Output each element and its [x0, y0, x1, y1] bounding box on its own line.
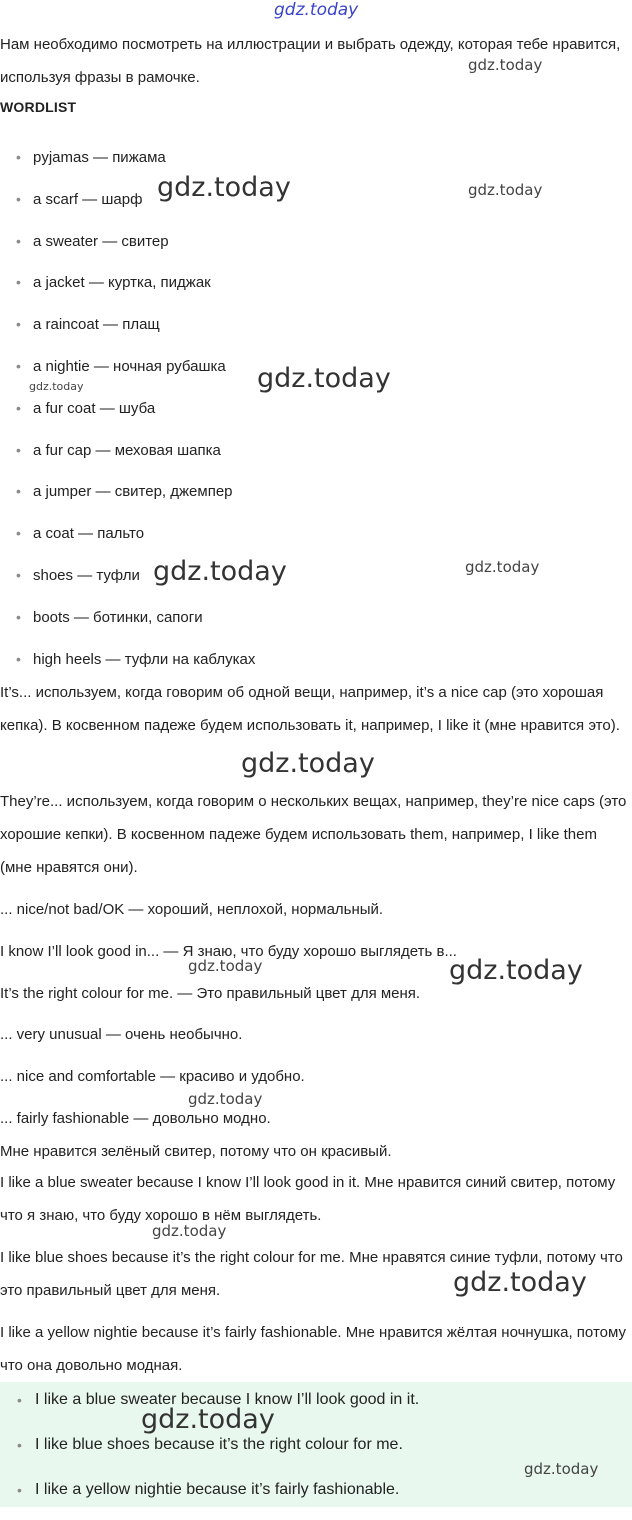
- bullet-icon: •: [16, 274, 21, 291]
- example-yellow-nightie: I like a yellow nightie because it’s fairly fashionable. Мне нравится жёлтая ночнушка, потому что она довольно модная.: [0, 1324, 626, 1374]
- wordlist-item-text: a coat — пальто: [33, 525, 145, 543]
- watermark: gdz.today: [274, 0, 359, 20]
- bullet-icon: •: [16, 441, 21, 458]
- watermark: gdz.today: [257, 363, 391, 394]
- wordlist-item: [0, 513, 255, 555]
- answer-text: I like a blue sweater because I know I’ll look good in it.: [35, 1391, 420, 1408]
- phrase-unusual: ... very unusual — очень необычно.: [0, 1026, 243, 1043]
- watermark: gdz.today: [241, 748, 375, 779]
- wordlist-item: [0, 388, 255, 430]
- watermark: gdz.today: [468, 56, 543, 74]
- wordlist-item-text: high heels — туфли на каблуках: [33, 650, 256, 668]
- bullet-icon: •: [17, 1482, 22, 1498]
- answer-item: [0, 1475, 632, 1520]
- answer-text: I like a yellow nightie because it’s fairly fashionable.: [35, 1481, 400, 1498]
- bullet-icon: •: [16, 232, 21, 249]
- bullet-icon: •: [16, 399, 21, 416]
- wordlist-item: [0, 639, 255, 681]
- example-blue-sweater: I like a blue sweater because I know I’ll look good in it. Мне нравится синий свитер, потому что я знаю, что буду хорошо в нём выглядеть.: [0, 1174, 616, 1224]
- phrase-nice: ... nice/not bad/OK — хороший, неплохой, нормальный.: [0, 901, 384, 918]
- wordlist-item-text: a jumper — свитер, джемпер: [33, 483, 233, 501]
- wordlist-item: [0, 597, 255, 639]
- bullet-icon: •: [16, 566, 21, 583]
- wordlist-item-text: pyjamas — пижама: [33, 149, 166, 166]
- phrase-fashionable: ... fairly fashionable — довольно модно.: [0, 1110, 271, 1127]
- wordlist-item: [0, 471, 255, 513]
- watermark: gdz.today: [453, 1267, 587, 1298]
- watermark: gdz.today: [188, 957, 263, 975]
- bullet-icon: •: [16, 650, 21, 667]
- bullet-icon: •: [16, 357, 21, 374]
- wordlist-heading: WORDLIST: [0, 99, 77, 115]
- watermark: gdz.today: [524, 1460, 599, 1478]
- paragraph-theyre: They’re... используем, когда говорим о нескольких вещах, например, they’re nice caps (это хорошие кепки). В косвенном падеже будем использовать them, например, I like them (мне нравятся они).: [0, 793, 627, 876]
- example-blue-shoes: I like blue shoes because it’s the right colour for me. Мне нравятся синие туфли, потому что это правильный цвет для меня.: [0, 1249, 623, 1299]
- intro-text: Нам необходимо посмотреть на иллюстрации и выбрать одежду, которая тебе нравится, используя фразы в рамочке.: [0, 36, 621, 86]
- bullet-icon: •: [16, 190, 21, 207]
- wordlist-item-text: a fur coat — шуба: [33, 399, 156, 417]
- wordlist-item-text: a jacket — куртка, пиджак: [33, 274, 211, 292]
- wordlist-item: [0, 430, 255, 472]
- bullet-icon: •: [16, 608, 21, 625]
- wordlist-item-text: boots — ботинки, сапоги: [33, 608, 203, 626]
- paragraph-its: It’s... используем, когда говорим об одной вещи, например, it’s a nice cap (это хорошая кепка). В косвенном падеже будем использовать it, например, I like it (мне нравится это).: [0, 684, 620, 734]
- bullet-icon: •: [16, 316, 21, 333]
- watermark: gdz.today: [465, 558, 540, 576]
- watermark: gdz.today: [141, 1404, 275, 1435]
- wordlist-item-text: a sweater — свитер: [33, 232, 169, 250]
- wordlist-item-text: a nightie — ночная рубашка: [33, 357, 226, 375]
- bullet-icon: •: [16, 149, 21, 165]
- watermark: gdz.today: [153, 556, 287, 587]
- bullet-icon: •: [17, 1437, 22, 1453]
- bullet-icon: •: [16, 483, 21, 500]
- wordlist-item: [0, 221, 255, 263]
- watermark: gdz.today: [188, 1090, 263, 1108]
- watermark: gdz.today: [157, 172, 291, 203]
- bullet-icon: •: [16, 525, 21, 542]
- phrase-look-good: I know I’ll look good in... — Я знаю, что буду хорошо выглядеть в...: [0, 943, 457, 960]
- wordlist-item-text: shoes — туфли: [33, 566, 140, 584]
- watermark: gdz.today: [468, 181, 543, 199]
- phrase-right-colour: It’s the right colour for me. — Это правильный цвет для меня.: [0, 985, 421, 1002]
- watermark: gdz.today: [449, 955, 583, 986]
- wordlist-item-text: a scarf — шарф: [33, 190, 143, 208]
- example-green-sweater: Мне нравится зелёный свитер, потому что он красивый.: [0, 1143, 392, 1160]
- watermark: gdz.today: [29, 380, 84, 393]
- answer-text: I like blue shoes because it’s the right colour for me.: [35, 1436, 403, 1453]
- wordlist-item-text: a raincoat — плащ: [33, 316, 160, 334]
- wordlist-item: [0, 262, 255, 304]
- wordlist: [0, 137, 255, 680]
- wordlist-item-text: a fur cap — меховая шапка: [33, 441, 221, 459]
- bullet-icon: •: [17, 1392, 22, 1408]
- answer-list: [0, 1385, 632, 1520]
- phrase-comfortable: ... nice and comfortable — красиво и удобно.: [0, 1068, 305, 1085]
- answer-box: [0, 1382, 632, 1507]
- wordlist-item: [0, 304, 255, 346]
- answer-item: [0, 1385, 632, 1430]
- watermark: gdz.today: [152, 1222, 227, 1240]
